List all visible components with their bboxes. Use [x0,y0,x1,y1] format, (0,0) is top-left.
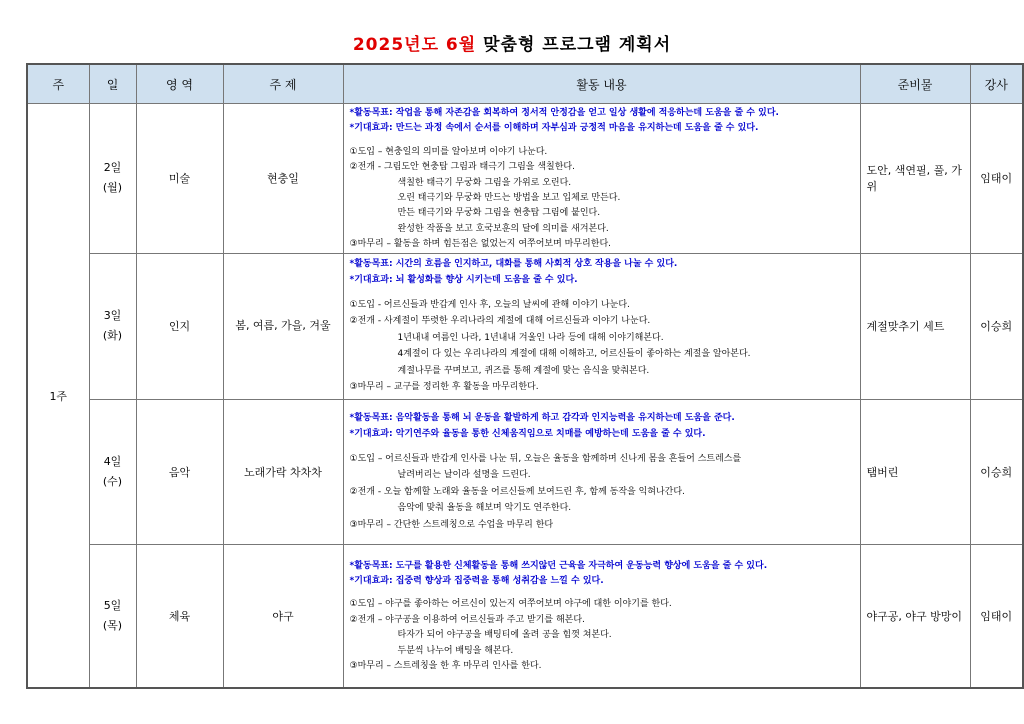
step-line: 오린 태극기와 무궁화 만드는 방법을 보고 입체로 만든다. [397,193,621,204]
step-line: ①도입 – 어르신들과 반갑게 인사를 나눈 뒤, 오늘은 율동을 함께하며 신나게 몸을 흔들어 스트레스를 [349,453,742,464]
teacher-cell: 임태이 [970,544,1023,688]
table-row [27,104,1023,254]
header-area: 영 역 [136,64,223,104]
teacher-cell: 임태이 [970,104,1023,254]
header-week: 주 [27,64,89,104]
weekday: (목) [102,618,123,632]
header-materials: 준비물 [860,64,970,104]
step-line: 완성한 작품을 보고 호국보훈의 달에 의미를 새겨본다. [397,223,609,234]
step-line: 4계절이 다 있는 우리나라의 계절에 대해 이해하고, 어르신들이 좋아하는 계절을 알아본다. [397,349,751,360]
area-cell: 미술 [136,104,223,254]
step-line: 타자가 되어 야구공을 배팅티에 올려 공을 힘껏 쳐본다. [397,630,612,641]
date: 3일 [103,309,122,323]
step-line: 두분씩 나누어 배팅을 해본다. [397,645,514,656]
step-line: ①도입 – 현충일의 의미를 알아보며 이야기 나눈다. [349,146,548,157]
step-line: ②전개 - 오늘 함께할 노래와 율동을 어르신들께 보여드린 후, 함께 동작을 익혀나간다. [349,486,685,497]
program-table [26,63,1024,689]
header-activity: 활동 내용 [343,64,860,104]
activity-goal: *활동목표: 도구를 활용한 신체활동을 통해 쓰지않던 근육을 자극하여 운동능력 향상에 도움을 줄 수 있다. [349,560,768,571]
step-line: 색칠한 태극기 무궁화 그림을 가위로 오린다. [397,177,572,188]
date: 5일 [103,598,122,612]
step-line: ③마무리 – 교구를 정리한 후 활동을 마무리한다. [349,382,539,393]
table-row [27,544,1023,688]
topic-cell: 현충일 [223,104,343,254]
weekday: (화) [102,329,123,343]
date: 2일 [103,161,122,175]
topic-text: 봄, 여름, 가을, 겨울 [235,319,331,333]
activity-goal: *활동목표: 음악활동을 통해 뇌 운동을 활발하게 하고 감각과 인지능력을 유지하는데 도움을 준다. [349,412,735,423]
page-title [0,30,1024,55]
step-line: ③마무리 – 활동을 하며 힘든점은 없었는지 여쭈어보며 마무리한다. [349,239,612,250]
header-teacher: 강사 [970,64,1023,104]
date-cell [89,399,136,544]
weekday: (월) [102,181,123,195]
activity-cell [343,399,860,544]
table-row [27,399,1023,544]
step-line: 1년내내 여름인 나라, 1년내내 겨울인 나라 등에 대해 이야기해본다. [397,332,664,343]
area-cell: 인지 [136,253,223,399]
step-line: 계절나무를 꾸며보고, 퀴즈를 통해 계절에 맞는 음식을 맞춰본다. [397,365,650,376]
topic-cell [223,253,343,399]
expected-effect: *기대효과: 뇌 활성화를 향상 시키는데 도움을 줄 수 있다. [349,275,578,286]
teacher-cell: 이승희 [970,399,1023,544]
step-line: ③마무리 – 스트레칭을 한 후 마무리 인사를 한다. [349,661,542,672]
weekday: (수) [102,474,123,488]
table-row [27,253,1023,399]
date-cell [89,544,136,688]
activity-cell [343,253,860,399]
step-line: 날려버리는 날이라 설명을 드린다. [397,470,531,481]
date-cell [89,253,136,399]
header-day: 일 [89,64,136,104]
materials-cell: 도안, 색연필, 풀, 가위 [860,104,970,254]
materials-cell: 야구공, 야구 방망이 [860,544,970,688]
step-line: ②전개 - 그림도안 현충탑 그림과 태극기 그림을 색칠한다. [349,162,575,173]
topic-cell: 야구 [223,544,343,688]
activity-goal: *활동목표: 시간의 흐름을 인지하고, 대화를 통해 사회적 상호 작용을 나눌 수 있다. [349,258,678,269]
step-line: 만든 태극기와 무궁화 그림을 현충탑 그림에 붙인다. [397,208,601,219]
area-cell: 체육 [136,544,223,688]
step-line: ①도입 – 야구를 좋아하는 어르신이 있는지 여쭈어보며 야구에 대한 이야기를 한다. [349,599,672,610]
step-line: ③마무리 – 간단한 스트레칭으로 수업을 마무리 한다 [349,519,554,530]
materials-cell: 탬버린 [860,399,970,544]
materials-cell: 계절맞추기 세트 [860,253,970,399]
step-line: 음악에 맞춰 율동을 해보며 악기도 연주한다. [397,503,572,514]
title-year-month: 2025년도 6월 [352,35,477,55]
expected-effect: *기대효과: 만드는 과정 속에서 순서를 이해하며 자부심과 긍정적 마음을 유지하는데 도움을 줄 수 있다. [349,123,759,134]
step-line: ①도입 - 어르신들과 반갑게 인사 후, 오늘의 날씨에 관해 이야기 나눈다. [349,299,630,310]
teacher-cell: 이승희 [970,253,1023,399]
title-rest: 맞춤형 프로그램 계획서 [483,35,672,55]
activity-goal: *활동목표: 작업을 통해 자존감을 회복하여 정서적 안정감을 얻고 일상 생활에 적응하는데 도움을 줄 수 있다. [349,108,779,118]
date-cell [89,104,136,254]
step-line: ②전개 – 야구공을 이용하여 어르신들과 주고 받기를 해본다. [349,614,585,625]
expected-effect: *기대효과: 집중력 향상과 집중력을 통해 성취감을 느낄 수 있다. [349,576,604,587]
header-topic: 주 제 [223,64,343,104]
header-row [27,64,1023,104]
activity-cell [343,544,860,688]
step-line: ②전개 - 사계절이 뚜렷한 우리나라의 계절에 대해 어르신들과 이야기 나눈다. [349,316,651,327]
area-cell: 음악 [136,399,223,544]
date: 4일 [103,454,122,468]
week-cell: 1주 [27,104,89,689]
activity-cell [343,104,860,254]
topic-cell: 노래가락 차차차 [223,399,343,544]
expected-effect: *기대효과: 악기연주와 율동을 통한 신체움직임으로 치매를 예방하는데 도움을 줄 수 있다. [349,429,706,440]
